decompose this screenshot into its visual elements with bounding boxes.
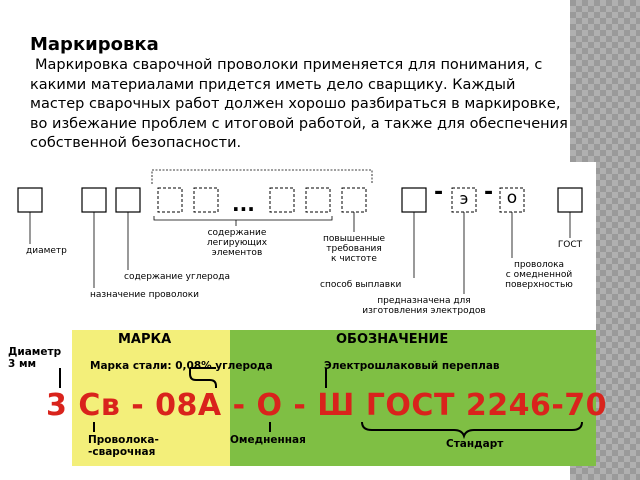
oboznachenie-heading: ОБОЗНАЧЕНИЕ xyxy=(336,332,449,347)
marking-code: 3 Св - 08А - О - Ш ГОСТ 2246-70 xyxy=(46,388,608,423)
label-copper-coated: проволока с омедненной поверхностью xyxy=(505,260,573,290)
label-clean-requirements: повышенные требования к чистоте xyxy=(323,234,385,264)
box-alloy-1 xyxy=(158,188,182,212)
dots-separator: ... xyxy=(232,192,255,216)
label-alloying: содержание легирующих элементов xyxy=(206,228,268,258)
box-alloy-4 xyxy=(306,188,330,212)
steel-grade-label: Марка стали: 0,08% углерода xyxy=(90,360,273,372)
marka-heading: МАРКА xyxy=(118,332,172,347)
copper-coated-label: Омедненная xyxy=(230,434,306,446)
marking-example-panel xyxy=(6,330,608,466)
intro-paragraph: Маркировка сварочной проволоки применяется для понимания, с какими материалами придется иметь дело сварщику. Каждый мастер сварочных работ должен хорошо разбираться в маркировке, во избежание проблем с итоговой работой, а также для обеспечения собственной безопасности. xyxy=(30,57,568,151)
box-clean xyxy=(342,188,366,212)
electroslag-label: Электрошлаковый переплав xyxy=(324,360,500,372)
label-diameter: диаметр xyxy=(26,246,67,256)
box-diameter xyxy=(18,188,42,212)
label-smelting: способ выплавки xyxy=(320,280,402,290)
box-alloy-2 xyxy=(194,188,218,212)
box-purpose xyxy=(82,188,106,212)
label-carbon: содержание углерода xyxy=(124,272,230,282)
label-electrodes: предназначена для изготовления электродов xyxy=(362,296,486,316)
wire-label: Проволока- -сварочная xyxy=(88,434,159,458)
label-purpose: назначение проволоки xyxy=(90,290,200,300)
box-alloy-3 xyxy=(270,188,294,212)
box-gost xyxy=(558,188,582,212)
dash-2: - xyxy=(484,180,494,205)
marking-scheme-diagram xyxy=(6,162,596,332)
standard-label: Стандарт xyxy=(446,438,504,450)
diameter-label: Диаметр 3 мм xyxy=(8,346,62,370)
box-smelting xyxy=(402,188,426,212)
page-title: Маркировка xyxy=(30,34,159,55)
letter-o: о xyxy=(506,188,518,208)
label-gost: ГОСТ xyxy=(557,240,583,250)
box-carbon xyxy=(116,188,140,212)
letter-e: э xyxy=(459,189,469,208)
dash-1: - xyxy=(434,180,444,205)
